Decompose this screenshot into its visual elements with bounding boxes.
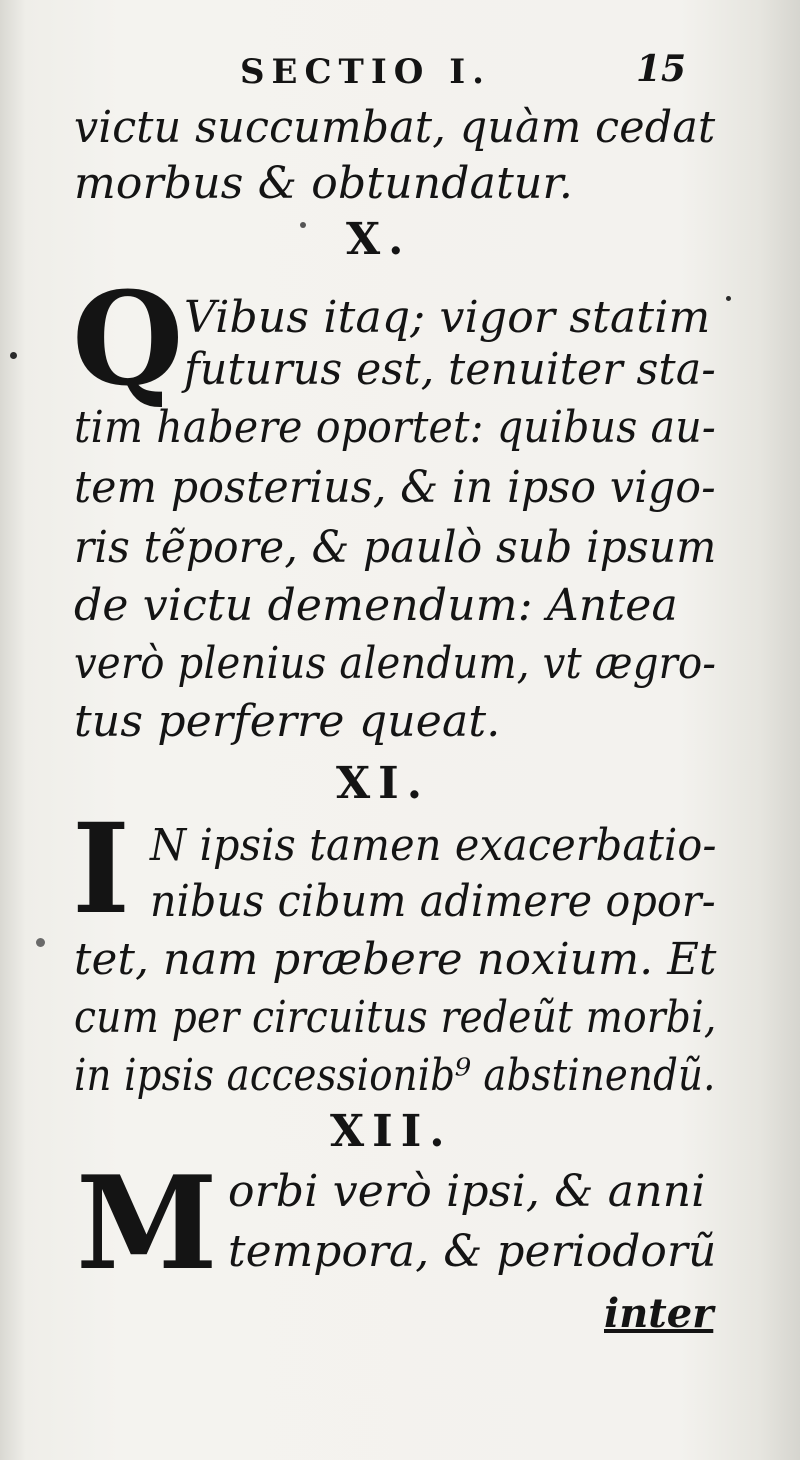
section-numeral: XI. — [336, 758, 431, 809]
text-line: tus perferre queat. — [74, 696, 501, 747]
ink-speck — [726, 296, 731, 301]
ink-speck — [10, 352, 17, 359]
text-line: nibus cibum adimere opor- — [150, 876, 716, 927]
ink-speck — [300, 222, 306, 228]
drop-capital: M — [76, 1149, 218, 1299]
ink-speck — [36, 938, 45, 947]
text-line: tem posterius, & in ipso vigo- — [74, 462, 716, 513]
section-numeral: X. — [346, 214, 412, 265]
text-line: cum per circuitus redeũt morbi, — [74, 992, 717, 1043]
catchword: inter — [604, 1290, 714, 1337]
text-line: tim habere oportet: quibus au- — [74, 402, 716, 453]
section-numeral: XII. — [330, 1106, 453, 1157]
text-line: orbi verò ipsi, & anni — [228, 1166, 706, 1217]
running-head: SECTIO I. — [240, 52, 491, 92]
page-header — [0, 44, 800, 94]
text-line: Vibus itaq; vigor statim — [184, 292, 711, 343]
text-line: futurus est, tenuiter sta- — [184, 344, 716, 395]
text-line: N ipsis tamen exacerbatio- — [150, 820, 717, 871]
text-line: tempora, & periodorũ — [228, 1226, 717, 1277]
page-number: 15 — [636, 48, 687, 90]
drop-capital: I — [72, 797, 131, 942]
text-line: verò plenius alendum, vt ægro- — [74, 638, 717, 689]
drop-capital: Q — [72, 265, 184, 415]
text-line: morbus & obtundatur. — [74, 158, 574, 209]
text-line: in ipsis accessionib⁹ abstinendũ. — [74, 1050, 716, 1101]
text-line: tet, nam præbere noxium. Et — [74, 934, 717, 985]
text-line: de victu demendum: Antea — [74, 580, 678, 631]
text-line: ris tẽpore, & paulò sub ipsum — [74, 522, 717, 573]
text-line: victu succumbat, quàm cedat — [74, 102, 716, 153]
